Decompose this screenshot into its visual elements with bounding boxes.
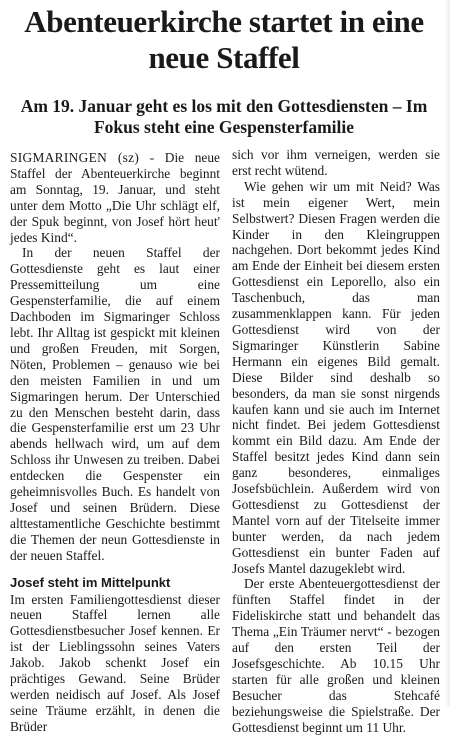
scan-edge-shadow xyxy=(444,0,450,707)
article-subheadline: Am 19. Januar geht es los mit den Gottesdiensten – Im Fokus steht eine Gespensterfamilie xyxy=(20,96,428,137)
article-lead-text: - Die neue Staffel der Abenteuerkirche beginnt am Sonntag, 19. Januar, und steht unter dem Motto „Die Uhr schlägt elf, der Spuk beginnt, von Josef hört heut' jedes Kind“. xyxy=(10,150,220,245)
article-paragraph xyxy=(10,150,220,245)
article-paragraph: Der erste Abenteuergottesdienst der fünften Staffel findet in der Fideliskirche statt und behandelt das Thema „Ein Träumer nervt“ - bezogen auf den ersten Teil der Josefsgeschichte. Ab 10.15 Uhr starten für alle großen und kleinen Besucher das Stehcafé beziehungsweise die Spielstraße. Der Gottesdienst beginnt um 11 Uhr. xyxy=(232,576,440,735)
article-paragraph: Wie gehen wir um mit Neid? Was ist mein eigener Wert, mein Selbstwert? Diesen Fragen werden die Kinder in den Kleingruppen nachgehen. Dort bekommt jedes Kind am Ende der Einheit bei diesem ersten Gottesdienst ein Leporello, also ein Taschenbuch, das man zusammenklappen kann. Für jeden Gottesdienst wird von der Sigmaringer Künstlerin Sabine Hermann ein eigenes Bild gemalt. Diese Bilder sind deshalb so besonders, da man sie sonst nirgends kaufen kann und sie auch im Internet nicht findet. Bei jedem Gottesdienst kommt ein Bild dazu. Am Ende der Staffel besitzt jedes Kind dann sein ganz besonderes, einmaliges Josefsbüchlein. Außerdem wird von Gottesdienst zu Gottesdienst der Mantel vorn auf der Titelseite immer bunter werden, da nach jedem Gottesdienst ein bunter Faden auf Josefs Mantel dazugeklebt wird. xyxy=(232,178,440,576)
article-paragraph: Im ersten Familiengottesdienst dieser neuen Staffel lernen alle Gottesdienstbesucher Josef kennen. Er ist der Lieblingssohn seines Vaters Jakob. Jakob schenkt Josef ein prächtiges Gewand. Seine Brüder werden neidisch auf Josef. Als Josef seine Träume erzählt, in denen die Brüder xyxy=(10,591,220,734)
article-paragraph: sich vor ihm verneigen, werden sie erst recht wütend. xyxy=(232,147,440,178)
article-paragraph: In der neuen Staffel der Gottesdienste geht es laut einer Pressemitteilung um eine Gespensterfamilie, die auf einem Dachboden im Sigmaringer Schloss lebt. Ihr Alltag ist gespickt mit kleinen und großen Freuden, mit Sorgen, Nöten, Problemen – genauso wie bei den meisten Familien in und um Sigmaringen herum. Der Unterschied zu den Menschen besteht darin, dass die Gespensterfamilie erst um 23 Uhr abends hellwach wird, um auf dem Schloss ihr Unwesen zu treiben. Dabei entdecken die Gespenster ein geheimnisvolles Buch. Es handelt von Josef und seinen Brüdern. Diese alttestamentliche Geschichte bestimmt die Themen der neun Gottesdienste in der neuen Staffel. xyxy=(10,245,220,563)
article-column-left xyxy=(10,150,220,735)
article-column-right xyxy=(232,147,440,736)
article-subhead: Josef steht im Mittelpunkt xyxy=(10,574,171,590)
article-dateline: SIGMARINGEN (sz) xyxy=(10,150,140,165)
article-headline: Abenteuerkirche startet in eine neue Staffel xyxy=(24,4,424,75)
